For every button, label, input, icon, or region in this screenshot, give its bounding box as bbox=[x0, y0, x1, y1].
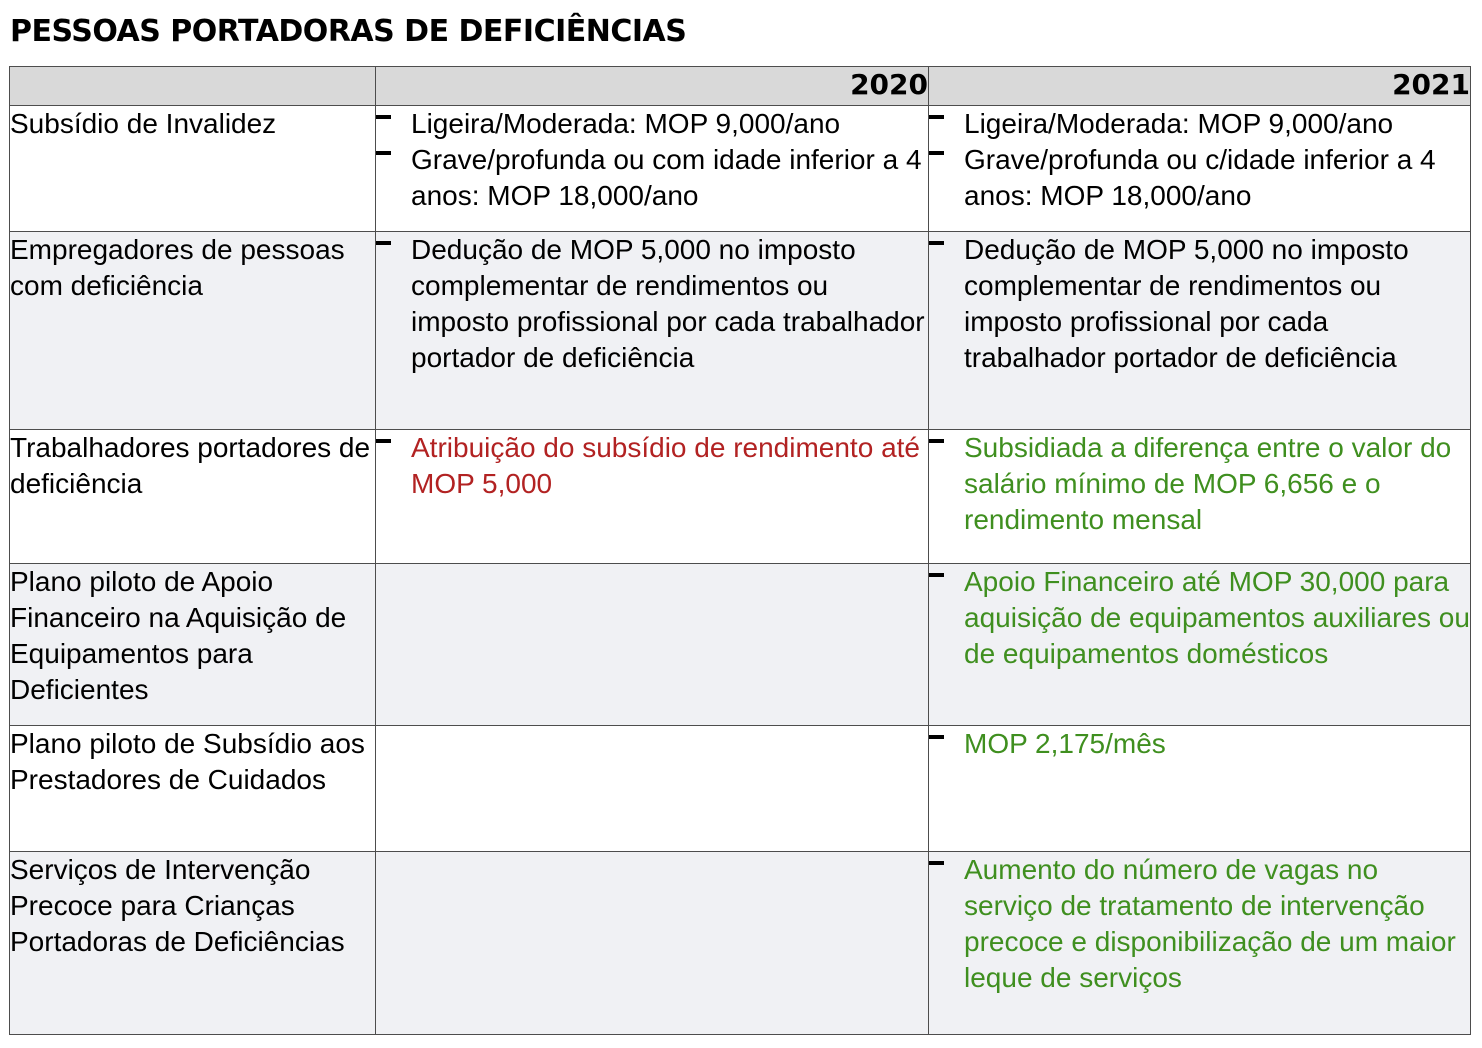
details-2020-cell bbox=[376, 564, 929, 726]
details-2020-cell bbox=[376, 430, 929, 564]
details-2021-cell bbox=[929, 852, 1471, 1035]
details-2020-cell bbox=[376, 852, 929, 1035]
table-row-apoio-financeiro bbox=[10, 564, 1471, 726]
details-2020-cell bbox=[376, 726, 929, 852]
column-header-2020: 2020 bbox=[376, 67, 929, 106]
bullet-list bbox=[376, 430, 928, 502]
header-row bbox=[10, 67, 1471, 106]
bullet-list bbox=[376, 106, 928, 214]
category-cell: Plano piloto de Apoio Financeiro na Aquisição de Equipamentos para Deficientes bbox=[10, 564, 376, 726]
details-2021-cell bbox=[929, 430, 1471, 564]
category-cell: Plano piloto de Subsídio aos Prestadores de Cuidados bbox=[10, 726, 376, 852]
details-2021-cell bbox=[929, 564, 1471, 726]
bullet-list bbox=[929, 106, 1470, 214]
table-row-empregadores bbox=[10, 232, 1471, 430]
column-header-2021: 2021 bbox=[929, 67, 1471, 106]
list-item: Dedução de MOP 5,000 no imposto complementar de rendimentos ou imposto profissional por cada trabalhador portador de deficiência bbox=[376, 232, 928, 376]
list-item: Aumento do número de vagas no serviço de tratamento de intervenção precoce e disponibilização de um maior leque de serviços bbox=[929, 852, 1470, 996]
bullet-list bbox=[929, 852, 1470, 996]
bullet-list bbox=[929, 430, 1470, 538]
benefits-table bbox=[9, 66, 1471, 1035]
bullet-list bbox=[929, 232, 1470, 376]
bullet-list bbox=[929, 564, 1470, 672]
list-item: Grave/profunda ou c/idade inferior a 4 anos: MOP 18,000/ano bbox=[929, 142, 1470, 214]
table-row-prestadores-cuidados bbox=[10, 726, 1471, 852]
list-item: Ligeira/Moderada: MOP 9,000/ano bbox=[376, 106, 928, 142]
category-cell: Trabalhadores portadores de deficiência bbox=[10, 430, 376, 564]
details-2021-cell bbox=[929, 106, 1471, 232]
list-item: Atribuição do subsídio de rendimento até MOP 5,000 bbox=[376, 430, 928, 502]
table-row-subsidio-invalidez bbox=[10, 106, 1471, 232]
list-item: MOP 2,175/mês bbox=[929, 726, 1470, 762]
category-cell: Empregadores de pessoas com deficiência bbox=[10, 232, 376, 430]
list-item: Apoio Financeiro até MOP 30,000 para aquisição de equipamentos auxiliares ou de equipamentos domésticos bbox=[929, 564, 1470, 672]
table-row-intervencao-precoce bbox=[10, 852, 1471, 1035]
bullet-list bbox=[376, 232, 928, 376]
details-2021-cell bbox=[929, 232, 1471, 430]
list-item: Subsidiada a diferença entre o valor do salário mínimo de MOP 6,656 e o rendimento mensal bbox=[929, 430, 1470, 538]
list-item: Dedução de MOP 5,000 no imposto complementar de rendimentos ou imposto profissional por cada trabalhador portador de deficiência bbox=[929, 232, 1470, 376]
page-title: PESSOAS PORTADORAS DE DEFICIÊNCIAS bbox=[10, 14, 687, 49]
bullet-list bbox=[929, 726, 1470, 762]
list-item: Grave/profunda ou com idade inferior a 4 anos: MOP 18,000/ano bbox=[376, 142, 928, 214]
list-item: Ligeira/Moderada: MOP 9,000/ano bbox=[929, 106, 1470, 142]
table-row-trabalhadores bbox=[10, 430, 1471, 564]
details-2020-cell bbox=[376, 232, 929, 430]
details-2020-cell bbox=[376, 106, 929, 232]
category-cell: Subsídio de Invalidez bbox=[10, 106, 376, 232]
category-cell: Serviços de Intervenção Precoce para Crianças Portadoras de Deficiências bbox=[10, 852, 376, 1035]
column-header-category bbox=[10, 67, 376, 106]
details-2021-cell bbox=[929, 726, 1471, 852]
